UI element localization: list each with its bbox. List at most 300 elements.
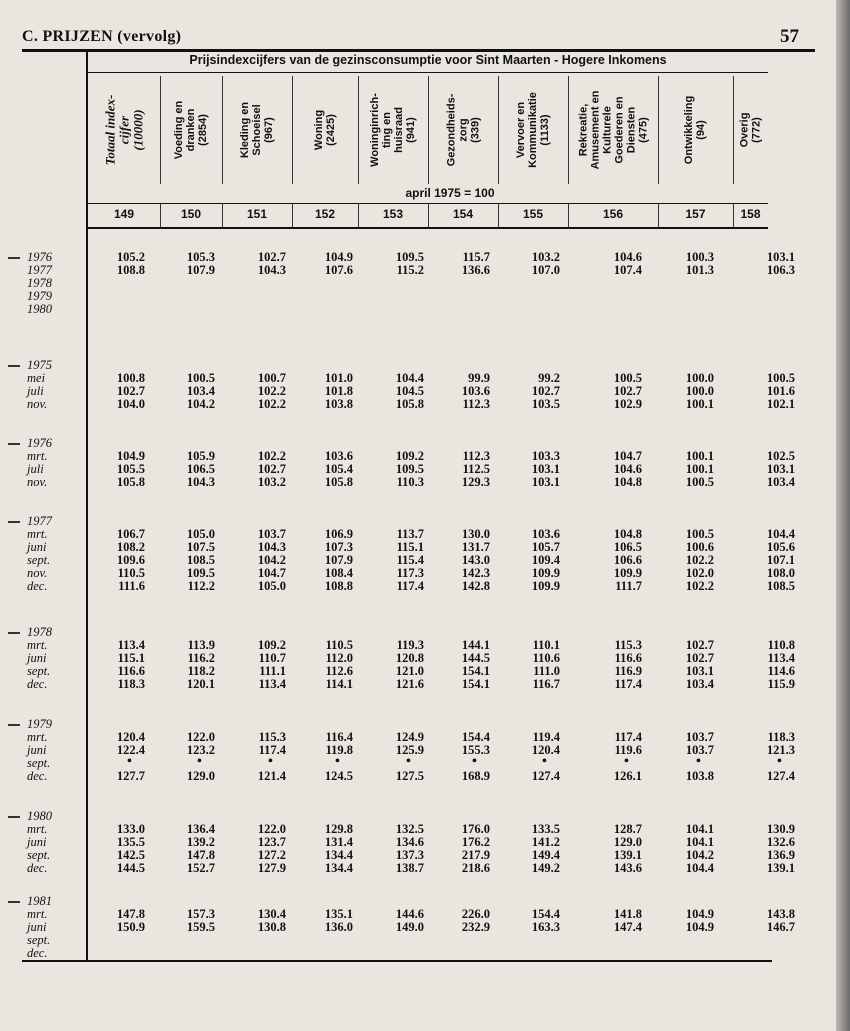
row-label: mrt. [27, 730, 48, 744]
table-cell: 159.5 [186, 920, 215, 934]
table-cell: 106.7 [116, 527, 145, 541]
table-cell: 154.1 [461, 677, 490, 691]
table-cell: 104.9 [116, 449, 145, 463]
table-cell: 102.2 [685, 553, 714, 567]
table-cell: 144.6 [395, 907, 424, 921]
table-cell: 103.8 [685, 769, 714, 783]
table-cell: 102.0 [685, 566, 714, 580]
page-edge [836, 0, 850, 1031]
table-cell: 168.9 [461, 769, 490, 783]
table-cell: 107.9 [324, 553, 353, 567]
table-cell: 127.4 [766, 769, 795, 783]
table-cell: 135.1 [324, 907, 353, 921]
table-cell: 117.4 [614, 730, 642, 744]
column-separator [498, 204, 499, 227]
table-cell: 147.8 [186, 848, 215, 862]
table-cell: 121.3 [766, 743, 795, 757]
row-label: 1976 [27, 250, 52, 264]
row-label: 1981 [27, 894, 52, 908]
column-separator [358, 76, 359, 184]
table-cell: 101.6 [766, 384, 795, 398]
table-cell: 115.3 [258, 730, 286, 744]
table-cell: 110.1 [532, 638, 560, 652]
table-cell: 102.7 [613, 384, 642, 398]
table-cell: 143.0 [461, 553, 490, 567]
table-cell: 111.1 [259, 664, 286, 678]
row-label: 1980 [27, 809, 52, 823]
table-cell: 112.5 [462, 462, 490, 476]
table-cell: 104.4 [685, 861, 714, 875]
table-cell: 129.0 [613, 835, 642, 849]
margin-tick [8, 365, 20, 367]
column-number: 151 [246, 207, 268, 221]
column-number: 158 [740, 207, 761, 221]
table-cell: 103.6 [324, 449, 353, 463]
table-cell: 154.1 [461, 664, 490, 678]
column-header-label: Voeding en dranken (2854) [173, 100, 209, 160]
margin-tick [8, 257, 20, 259]
table-cell: 103.4 [766, 475, 795, 489]
table-cell: 119.4 [532, 730, 560, 744]
table-cell: 100.1 [685, 449, 714, 463]
table-cell: 100.6 [685, 540, 714, 554]
row-label: nov. [27, 566, 48, 580]
table-cell: 103.6 [531, 527, 560, 541]
table-cell: 154.4 [531, 907, 560, 921]
row-label: sept. [27, 848, 51, 862]
table-cell: 103.7 [685, 730, 714, 744]
table-cell: 109.5 [395, 250, 424, 264]
column-number: 149 [113, 207, 135, 221]
table-cell: 105.8 [116, 475, 145, 489]
column-separator [428, 204, 429, 227]
table-cell: 109.4 [531, 553, 560, 567]
row-label: 1975 [27, 358, 52, 372]
table-cell: 110.8 [767, 638, 795, 652]
table-cell: 104.0 [116, 397, 145, 411]
column-number: 153 [382, 207, 404, 221]
row-label: mrt. [27, 907, 48, 921]
table-cell: 103.4 [685, 677, 714, 691]
table-cell: 130.0 [461, 527, 490, 541]
column-number: 154 [452, 207, 474, 221]
table-cell: 102.1 [766, 397, 795, 411]
table-cell: 105.6 [766, 540, 795, 554]
table-cell: 102.7 [685, 638, 714, 652]
table-cell: 100.5 [186, 371, 215, 385]
table-cell: 102.7 [116, 384, 145, 398]
table-cell: 119.6 [614, 743, 642, 757]
table-cell: 107.5 [186, 540, 215, 554]
table-cell: 114.1 [325, 677, 353, 691]
column-number: 155 [522, 207, 544, 221]
table-cell: 107.3 [324, 540, 353, 554]
table-cell: 136.9 [766, 848, 795, 862]
missing-value-dot: • [542, 754, 547, 769]
column-header-label: Ontwikkeling (94) [683, 95, 708, 165]
table-cell: 109.5 [186, 566, 215, 580]
row-label: sept. [27, 553, 51, 567]
table-cell: 118.2 [187, 664, 215, 678]
column-separator [733, 204, 734, 227]
table-cell: 121.4 [257, 769, 286, 783]
table-cell: 136.0 [324, 920, 353, 934]
table-cell: 105.8 [324, 475, 353, 489]
table-cell: 111.6 [118, 579, 145, 593]
column-number: 156 [602, 207, 624, 221]
table-cell: 110.5 [117, 566, 145, 580]
table-cell: 121.6 [395, 677, 424, 691]
table-cell: 120.4 [531, 743, 560, 757]
table-cell: 117.4 [258, 743, 286, 757]
table-cell: 232.9 [461, 920, 490, 934]
row-label: mrt. [27, 822, 48, 836]
table-cell: 112.6 [325, 664, 353, 678]
table-cell: 109.2 [257, 638, 286, 652]
table-cell: 124.9 [395, 730, 424, 744]
table-cell: 104.5 [395, 384, 424, 398]
table-cell: 116.6 [614, 651, 642, 665]
row-label: 1977 [27, 263, 52, 277]
row-label: 1979 [27, 717, 52, 731]
table-cell: 108.5 [766, 579, 795, 593]
table-cell: 113.7 [396, 527, 424, 541]
table-cell: 133.0 [116, 822, 145, 836]
row-label: sept. [27, 756, 51, 770]
row-label: juli [27, 462, 44, 476]
column-number: 150 [180, 207, 202, 221]
column-separator [568, 76, 569, 184]
column-separator [498, 76, 499, 184]
table-cell: 115.3 [614, 638, 642, 652]
row-label: nov. [27, 475, 48, 489]
table-cell: 112.3 [462, 397, 490, 411]
table-cell: 101.8 [324, 384, 353, 398]
table-cell: 129.8 [324, 822, 353, 836]
table-cell: 102.7 [257, 462, 286, 476]
row-label: nov. [27, 397, 48, 411]
table-cell: 117.4 [614, 677, 642, 691]
row-label: 1978 [27, 276, 52, 290]
table-cell: 149.2 [531, 861, 560, 875]
table-cell: 176.0 [461, 822, 490, 836]
column-header-label: Overig (772) [738, 112, 763, 148]
table-cell: 122.0 [186, 730, 215, 744]
table-cell: 136.6 [461, 263, 490, 277]
table-cell: 104.2 [186, 397, 215, 411]
margin-tick [8, 443, 20, 445]
table-cell: 105.4 [324, 462, 353, 476]
table-cell: 112.3 [462, 449, 490, 463]
table-cell: 110.3 [396, 475, 424, 489]
table-cell: 110.7 [258, 651, 286, 665]
row-label: juni [27, 540, 47, 554]
table-cell: 134.6 [395, 835, 424, 849]
table-cell: 139.1 [766, 861, 795, 875]
table-cell: 132.5 [395, 822, 424, 836]
column-header [292, 76, 358, 184]
table-cell: 103.2 [531, 250, 560, 264]
table-cell: 143.6 [613, 861, 642, 875]
table-cell: 105.3 [186, 250, 215, 264]
table-cell: 108.8 [116, 263, 145, 277]
section-heading: C. PRIJZEN (vervolg) [22, 28, 182, 45]
table-cell: 147.8 [116, 907, 145, 921]
base-period-label: april 1975 = 100 [405, 186, 495, 200]
table-cell: 143.8 [766, 907, 795, 921]
column-header-label: Gezondheids- zorg (339) [445, 93, 482, 167]
table-cell: 115.9 [767, 677, 795, 691]
column-separator [160, 76, 161, 184]
table-cell: 103.7 [257, 527, 286, 541]
table-bottom-rule [22, 960, 772, 962]
table-cell: 127.9 [257, 861, 286, 875]
table-cell: 123.7 [257, 835, 286, 849]
table-cell: 104.9 [324, 250, 353, 264]
table-cell: 115.2 [396, 263, 424, 277]
margin-tick [8, 816, 20, 818]
row-label: dec. [27, 579, 48, 593]
table-cell: 139.2 [186, 835, 215, 849]
row-label: juni [27, 743, 47, 757]
column-separator [733, 76, 734, 184]
table-cell: 107.9 [186, 263, 215, 277]
table-cell: 127.4 [531, 769, 560, 783]
table-cell: 103.1 [685, 664, 714, 678]
table-cell: 127.2 [257, 848, 286, 862]
table-cell: 115.1 [396, 540, 424, 554]
row-label: 1979 [27, 289, 52, 303]
table-cell: 144.5 [116, 861, 145, 875]
table-cell: 103.4 [186, 384, 215, 398]
column-header-label: Totaal index- cijfer (10000) [101, 94, 145, 166]
table-cell: 113.4 [258, 677, 286, 691]
table-cell: 104.2 [685, 848, 714, 862]
table-cell: 107.4 [613, 263, 642, 277]
table-cell: 102.2 [257, 449, 286, 463]
table-title: Prijsindexcijfers van de gezinsconsumptie voor Sint Maarten - Hogere Inkomens [189, 53, 667, 67]
row-label: sept. [27, 664, 51, 678]
table-cell: 105.0 [257, 579, 286, 593]
table-cell: 100.0 [685, 371, 714, 385]
column-separator [292, 204, 293, 227]
table-cell: 127.7 [116, 769, 145, 783]
table-cell: 100.8 [116, 371, 145, 385]
table-cell: 131.4 [324, 835, 353, 849]
table-cell: 109.9 [531, 579, 560, 593]
table-cell: 117.4 [396, 579, 424, 593]
table-cell: 104.6 [613, 250, 642, 264]
table-cell: 105.8 [395, 397, 424, 411]
table-cell: 104.7 [257, 566, 286, 580]
column-separator [160, 204, 161, 227]
table-cell: 154.4 [461, 730, 490, 744]
column-header [733, 76, 768, 184]
table-cell: 99.9 [468, 371, 490, 385]
table-cell: 106.6 [613, 553, 642, 567]
table-cell: 110.6 [532, 651, 560, 665]
table-cell: 118.3 [767, 730, 795, 744]
table-cell: 107.6 [324, 263, 353, 277]
column-number: 157 [685, 207, 706, 221]
table-cell: 115.7 [462, 250, 490, 264]
table-cell: 144.5 [461, 651, 490, 665]
table-cell: 100.1 [685, 397, 714, 411]
column-header [222, 76, 292, 184]
table-cell: 100.1 [685, 462, 714, 476]
row-label: juli [27, 384, 44, 398]
table-cell: 106.5 [186, 462, 215, 476]
table-cell: 111.0 [533, 664, 560, 678]
table-cell: 104.3 [186, 475, 215, 489]
table-cell: 125.9 [395, 743, 424, 757]
table-cell: 114.6 [767, 664, 795, 678]
table-cell: 137.3 [395, 848, 424, 862]
table-cell: 103.1 [531, 475, 560, 489]
margin-tick [8, 521, 20, 523]
table-cell: 103.5 [531, 397, 560, 411]
table-cell: 105.9 [186, 449, 215, 463]
table-cell: 110.5 [325, 638, 353, 652]
table-cell: 217.9 [461, 848, 490, 862]
table-cell: 176.2 [461, 835, 490, 849]
table-cell: 107.1 [766, 553, 795, 567]
table-cell: 129.0 [186, 769, 215, 783]
table-cell: 120.4 [116, 730, 145, 744]
table-cell: 103.3 [531, 449, 560, 463]
table-cell: 138.7 [395, 861, 424, 875]
table-cell: 103.1 [766, 250, 795, 264]
table-cell: 103.8 [324, 397, 353, 411]
table-cell: 130.9 [766, 822, 795, 836]
table-cell: 119.3 [396, 638, 424, 652]
table-cell: 116.6 [117, 664, 145, 678]
table-cell: 218.6 [461, 861, 490, 875]
table-cell: 141.2 [531, 835, 560, 849]
table-cell: 103.1 [531, 462, 560, 476]
table-cell: 149.4 [531, 848, 560, 862]
table-cell: 104.1 [685, 835, 714, 849]
table-cell: 149.0 [395, 920, 424, 934]
table-cell: 104.3 [257, 263, 286, 277]
missing-value-dot: • [696, 754, 701, 769]
table-cell: 136.4 [186, 822, 215, 836]
row-label: mrt. [27, 449, 48, 463]
table-cell: 139.1 [613, 848, 642, 862]
table-cell: 104.4 [395, 371, 424, 385]
table-cell: 113.4 [767, 651, 795, 665]
table-cell: 117.3 [396, 566, 424, 580]
missing-value-dot: • [335, 754, 340, 769]
table-cell: 105.0 [186, 527, 215, 541]
column-separator [658, 204, 659, 227]
table-cell: 102.7 [531, 384, 560, 398]
table-cell: 109.2 [395, 449, 424, 463]
table-cell: 121.0 [395, 664, 424, 678]
column-header [160, 76, 222, 184]
row-label: dec. [27, 677, 48, 691]
table-cell: 142.8 [461, 579, 490, 593]
table-cell: 104.4 [766, 527, 795, 541]
table-cell: 150.9 [116, 920, 145, 934]
table-cell: 102.2 [685, 579, 714, 593]
column-header [498, 76, 568, 184]
row-label: 1977 [27, 514, 52, 528]
table-cell: 122.4 [116, 743, 145, 757]
table-cell: 132.6 [766, 835, 795, 849]
table-cell: 100.5 [685, 527, 714, 541]
column-separator [222, 204, 223, 227]
table-cell: 147.4 [613, 920, 642, 934]
table-cell: 106.3 [766, 263, 795, 277]
table-cell: 129.3 [461, 475, 490, 489]
table-cell: 103.7 [685, 743, 714, 757]
header-bottom-rule [88, 227, 768, 229]
row-label: juni [27, 835, 47, 849]
page-number: 57 [780, 26, 799, 47]
table-cell: 106.5 [613, 540, 642, 554]
table-cell: 116.4 [325, 730, 353, 744]
table-cell: 126.1 [613, 769, 642, 783]
row-label: sept. [27, 933, 51, 947]
table-cell: 102.9 [613, 397, 642, 411]
row-label: 1978 [27, 625, 52, 639]
table-cell: 109.5 [395, 462, 424, 476]
table-cell: 102.7 [257, 250, 286, 264]
table-cell: 100.5 [685, 475, 714, 489]
table-cell: 130.8 [257, 920, 286, 934]
row-label: mei [27, 371, 46, 385]
table-cell: 127.5 [395, 769, 424, 783]
table-cell: 107.0 [531, 263, 560, 277]
table-cell: 108.8 [324, 579, 353, 593]
table-cell: 152.7 [186, 861, 215, 875]
missing-value-dot: • [777, 754, 782, 769]
table-cell: 104.2 [257, 553, 286, 567]
table-cell: 111.7 [615, 579, 642, 593]
top-rule [22, 49, 815, 52]
table-cell: 100.5 [766, 371, 795, 385]
table-cell: 104.7 [613, 449, 642, 463]
table-cell: 105.5 [116, 462, 145, 476]
column-separator [428, 76, 429, 184]
table-cell: 141.8 [613, 907, 642, 921]
table-cell: 112.0 [325, 651, 353, 665]
table-cell: 157.3 [186, 907, 215, 921]
table-cell: 105.7 [531, 540, 560, 554]
table-cell: 115.1 [117, 651, 145, 665]
row-label: juni [27, 651, 47, 665]
table-cell: 130.4 [257, 907, 286, 921]
table-cell: 118.3 [117, 677, 145, 691]
table-cell: 100.3 [685, 250, 714, 264]
column-header [88, 76, 160, 184]
row-label: dec. [27, 861, 48, 875]
table-cell: 104.9 [685, 907, 714, 921]
table-cell: 123.2 [186, 743, 215, 757]
missing-value-dot: • [268, 754, 273, 769]
title-underline [88, 72, 768, 73]
table-cell: 112.2 [187, 579, 215, 593]
row-label: 1980 [27, 302, 52, 316]
table-cell: 105.2 [116, 250, 145, 264]
column-header [428, 76, 498, 184]
table-cell: 142.3 [461, 566, 490, 580]
column-header [658, 76, 733, 184]
table-cell: 146.7 [766, 920, 795, 934]
table-cell: 142.5 [116, 848, 145, 862]
table-cell: 104.3 [257, 540, 286, 554]
